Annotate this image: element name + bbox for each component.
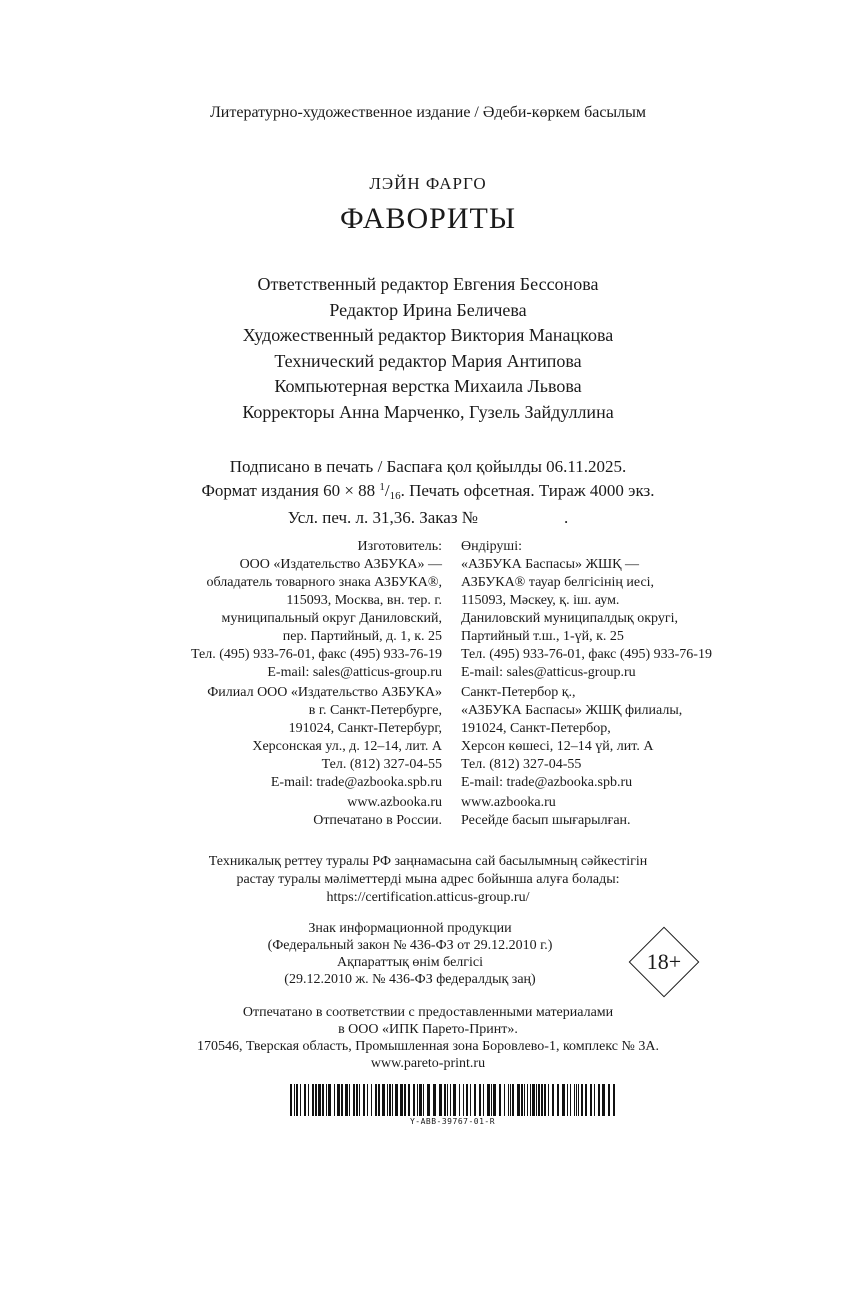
signed-date: Подписано в печать / Баспаға қол қойылды 06.11.2025. — [229, 457, 627, 476]
barcode-bar — [337, 1084, 340, 1116]
book-author: ЛЭЙН ФАРГО — [369, 174, 487, 193]
barcode-bar — [510, 1084, 511, 1116]
barcode-bar — [312, 1084, 314, 1116]
branch-kz-line: «АЗБУКА Баспасы» ЖШҚ филиалы, — [461, 703, 683, 718]
barcode-bar — [318, 1084, 321, 1116]
printer-url: www.pareto-print.ru — [370, 1056, 486, 1071]
barcode-bar — [408, 1084, 410, 1116]
certification-url: https://certification.atticus-group.ru/ — [326, 890, 530, 905]
barcode-bar — [491, 1084, 492, 1116]
barcode-bar — [326, 1084, 327, 1116]
barcode-bar — [578, 1084, 579, 1116]
barcode-bar — [427, 1084, 430, 1116]
barcode-bar — [557, 1084, 559, 1116]
sheets-text: Усл. печ. л. 31,36. Заказ № — [287, 508, 479, 527]
info-sign-line: (29.12.2010 ж. № 436-ФЗ федералдық заң) — [284, 972, 536, 987]
barcode-bar — [417, 1084, 418, 1116]
barcode-bar — [404, 1084, 406, 1116]
web-kz — [461, 794, 631, 830]
barcode-bar — [433, 1084, 436, 1116]
barcode-bar — [524, 1084, 525, 1116]
manufacturer-ru-line: обладатель товарного знака АЗБУКА®, — [206, 575, 442, 590]
barcode-bar — [581, 1084, 583, 1116]
barcode-bar — [517, 1084, 520, 1116]
barcode-bar — [296, 1084, 298, 1116]
certification-note — [0, 853, 856, 907]
barcode-bar — [544, 1084, 546, 1116]
info-product-sign — [210, 920, 610, 988]
sheets-line — [0, 507, 856, 528]
barcode-bar — [470, 1084, 471, 1116]
manufacturer-ru-line: Изготовитель: — [357, 539, 442, 554]
printer-line: Отпечатано в соответствии с предоставленными материалами — [242, 1005, 614, 1020]
web-ru — [313, 794, 442, 830]
staff-list — [0, 272, 856, 425]
barcode-bar — [590, 1084, 592, 1116]
branch-ru-line: E-mail: trade@azbooka.spb.ru — [270, 775, 442, 790]
manufacturer-ru — [191, 538, 442, 682]
barcode-bar — [541, 1084, 543, 1116]
barcode-icon — [290, 1084, 615, 1116]
info-sign-line: Ақпараттық өнім белгісі — [336, 955, 484, 970]
barcode-bar — [463, 1084, 464, 1116]
format-denominator: 16 — [389, 490, 401, 502]
manufacturer-kz-line: АЗБУКА® тауар белгісінің иесі, — [461, 575, 655, 590]
info-sign-line: (Федеральный закон № 436-ФЗ от 29.12.2010 г.) — [267, 938, 553, 953]
barcode-bar — [371, 1084, 372, 1116]
barcode-bar — [613, 1084, 615, 1116]
staff-line: Редактор Ирина Беличева — [329, 299, 527, 320]
edition-type: Литературно-художественное издание / Әдеби-көркем басылым — [209, 104, 647, 121]
barcode-bar — [548, 1084, 549, 1116]
barcode-bar — [382, 1084, 385, 1116]
barcode-bar — [450, 1084, 451, 1116]
manufacturer-ru-line: муниципальный округ Даниловский, — [221, 611, 442, 626]
barcode-bar — [474, 1084, 476, 1116]
barcode-bar — [444, 1084, 446, 1116]
manufacturer-kz-line: Тел. (495) 933-76-01, факс (495) 933-76-19 — [461, 647, 712, 662]
barcode-bar — [439, 1084, 442, 1116]
barcode-bar — [308, 1084, 309, 1116]
barcode-bar — [552, 1084, 554, 1116]
manufacturer-kz-line: E-mail: sales@atticus-group.ru — [461, 665, 636, 680]
manufacturer-ru-line: E-mail: sales@atticus-group.ru — [267, 665, 442, 680]
barcode-bar — [304, 1084, 306, 1116]
manufacturer-kz-line: 115093, Мәскеу, қ. іш. аум. — [461, 593, 620, 608]
manufacturer-ru-line: 115093, Москва, вн. тер. г. — [286, 593, 442, 608]
printer-line: в ООО «ИПК Парето-Принт». — [338, 1022, 518, 1037]
barcode-bar — [453, 1084, 456, 1116]
certification-line: Техникалық реттеу туралы РФ заңнамасына сай басылымның сәйкестігін — [208, 854, 648, 869]
manufacturer-ru-line: Тел. (495) 933-76-01, факс (495) 933-76-19 — [191, 647, 442, 662]
format-slash: / — [384, 481, 390, 500]
certification-line: растау туралы мәліметтерді мына адрес бойынша алуға болады: — [236, 872, 620, 887]
sheets-end: . — [564, 508, 569, 527]
barcode-bar — [479, 1084, 481, 1116]
barcode-bar — [493, 1084, 496, 1116]
barcode-bar — [538, 1084, 540, 1116]
manufacturer-kz-line: «АЗБУКА Баспасы» ЖШҚ — — [461, 557, 639, 572]
barcode-bar — [367, 1084, 368, 1116]
manufacturer-kz-line: Өндіруші: — [461, 539, 522, 554]
web-ru-line: www.azbooka.ru — [347, 795, 442, 810]
barcode-bar — [375, 1084, 377, 1116]
barcode-bar — [378, 1084, 380, 1116]
format-line — [0, 477, 856, 507]
barcode-bar — [598, 1084, 600, 1116]
barcode-bar — [585, 1084, 587, 1116]
barcode-bar — [527, 1084, 528, 1116]
barcode-bar — [459, 1084, 460, 1116]
barcode-bar — [504, 1084, 505, 1116]
barcode-bar — [483, 1084, 484, 1116]
barcode-bar — [389, 1084, 391, 1116]
printer-line: 170546, Тверская область, Промышленная зона Боровлево-1, комплекс № 3А. — [197, 1039, 659, 1054]
barcode-bar — [487, 1084, 490, 1116]
manufacturer-ru-line: пер. Партийный, д. 1, к. 25 — [282, 629, 442, 644]
branch-kz — [461, 684, 682, 792]
barcode-bar — [353, 1084, 355, 1116]
barcode-bar — [508, 1084, 509, 1116]
info-sign-line: Знак информационной продукции — [308, 921, 512, 936]
barcode-bar — [328, 1084, 331, 1116]
branch-ru-line: Филиал ООО «Издательство АЗБУКА» — [207, 685, 442, 700]
barcode-bar — [392, 1084, 393, 1116]
branch-kz-line: Херсон көшесі, 12–14 үй, лит. А — [461, 739, 654, 754]
barcode-bar — [413, 1084, 415, 1116]
barcode-text: Y-ABB-39767-01-R — [409, 1117, 496, 1126]
book-title: ФАВОРИТЫ — [340, 202, 516, 235]
barcode-bar — [466, 1084, 468, 1116]
branch-ru-line: 191024, Санкт-Петербург, — [288, 721, 442, 736]
branch-ru-line: Херсонская ул., д. 12–14, лит. А — [252, 739, 442, 754]
barcode-bar — [574, 1084, 575, 1116]
barcode-bar — [602, 1084, 605, 1116]
barcode-bar — [322, 1084, 324, 1116]
age-rating-badge — [627, 925, 701, 999]
barcode-bar — [419, 1084, 422, 1116]
manufacturer-ru-line: ООО «Издательство АЗБУКА» — — [239, 557, 442, 572]
manufacturer-kz-line: Партийный т.ш., 1-үй, к. 25 — [461, 629, 624, 644]
barcode-bar — [532, 1084, 535, 1116]
barcode-bar — [594, 1084, 595, 1116]
branch-kz-line: Санкт-Петербор қ., — [461, 685, 576, 700]
manufacturer-kz-line: Даниловский муниципалдық округі, — [461, 611, 678, 626]
branch-ru-line: в г. Санкт-Петербурге, — [308, 703, 442, 718]
web-kz-line: www.azbooka.ru — [461, 795, 556, 810]
barcode-bar — [567, 1084, 568, 1116]
staff-line: Ответственный редактор Евгения Бессонова — [257, 274, 599, 294]
barcode-bar — [387, 1084, 388, 1116]
branch-kz-line: Тел. (812) 327-04-55 — [461, 757, 582, 772]
barcode-bar — [356, 1084, 358, 1116]
barcode-bar — [576, 1084, 577, 1116]
format-prefix: Формат издания 60 × 88 — [201, 481, 380, 500]
barcode-bar — [341, 1084, 343, 1116]
barcode-bar — [512, 1084, 514, 1116]
branch-ru — [207, 684, 442, 792]
barcode-bar — [536, 1084, 537, 1116]
barcode-bar — [395, 1084, 398, 1116]
barcode-bar — [359, 1084, 360, 1116]
manufacturer-kz — [461, 538, 712, 682]
printer-info — [0, 1004, 856, 1072]
barcode-bar — [315, 1084, 317, 1116]
barcode-bar — [499, 1084, 501, 1116]
barcode-bar — [562, 1084, 565, 1116]
staff-line: Художественный редактор Виктория Манацкова — [242, 325, 614, 345]
barcode-bar — [400, 1084, 403, 1116]
barcode-bar — [570, 1084, 571, 1116]
staff-line: Технический редактор Мария Антипова — [274, 350, 582, 371]
barcode-bar — [447, 1084, 448, 1116]
barcode-bar — [345, 1084, 348, 1116]
barcode-bar — [349, 1084, 350, 1116]
barcode-bar — [423, 1084, 424, 1116]
barcode-bar — [363, 1084, 365, 1116]
barcode-bar — [294, 1084, 295, 1116]
web-kz-line: Ресейде басып шығарылған. — [461, 813, 631, 828]
age-rating-text: 18+ — [646, 949, 682, 974]
format-suffix: . Печать офсетная. Тираж 4000 экз. — [400, 481, 655, 500]
barcode-bar — [521, 1084, 523, 1116]
print-info — [0, 456, 856, 528]
web-ru-line: Отпечатано в России. — [313, 813, 442, 828]
barcode-bar — [300, 1084, 301, 1116]
staff-line: Корректоры Анна Марченко, Гузель Зайдуллина — [242, 401, 614, 422]
format-numerator: 1 — [379, 481, 385, 493]
branch-kz-line: 191024, Санкт-Петербор, — [461, 721, 611, 736]
branch-ru-line: Тел. (812) 327-04-55 — [321, 757, 442, 772]
staff-line: Компьютерная верстка Михаила Львова — [274, 376, 582, 396]
barcode-bar — [530, 1084, 531, 1116]
barcode-bar — [290, 1084, 292, 1116]
barcode-bar — [334, 1084, 335, 1116]
branch-kz-line: E-mail: trade@azbooka.spb.ru — [461, 775, 633, 790]
barcode-bar — [608, 1084, 610, 1116]
